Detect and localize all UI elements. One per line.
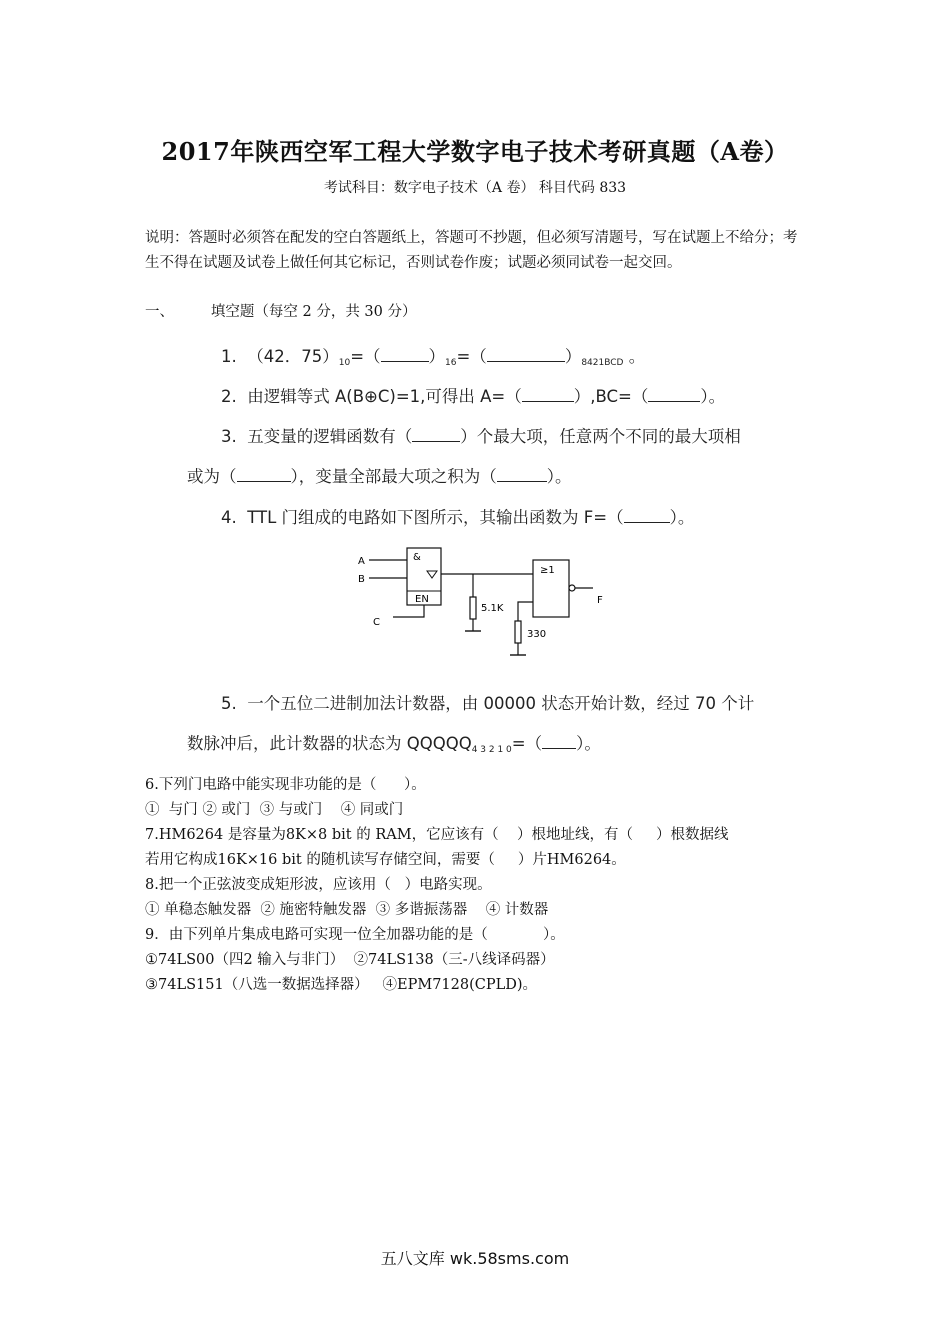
question-number: 1. bbox=[221, 347, 237, 366]
ttl-circuit-diagram bbox=[355, 545, 615, 660]
question-text: 五变量的逻辑函数有（ bbox=[247, 427, 413, 446]
input-a-label: A bbox=[358, 556, 365, 567]
answer-blank bbox=[624, 508, 670, 523]
answer-blank bbox=[381, 347, 429, 362]
subscript: 8421BCD bbox=[581, 358, 624, 368]
question-text: ）。 bbox=[700, 387, 726, 406]
answer-blank bbox=[648, 387, 700, 402]
section-number: 一、 bbox=[145, 304, 174, 320]
input-c-label: C bbox=[373, 617, 380, 628]
fill-question-5-line-1 bbox=[221, 690, 754, 714]
mc-line: ① 单稳态触发器 ② 施密特触发器 ③ 多谐振荡器 ④ 计数器 bbox=[145, 902, 549, 918]
question-text: =（ bbox=[456, 347, 487, 366]
question-number: 3. bbox=[221, 427, 237, 446]
subscript: 4 3 2 1 0 bbox=[471, 745, 512, 755]
mc-line: 7.HM6264 是容量为8K×8 bit 的 RAM，它应该有（ ）根地址线，有（ ）根数据线 bbox=[145, 827, 729, 843]
answer-blank bbox=[542, 734, 576, 749]
fill-question-1 bbox=[221, 343, 645, 368]
question-text: 由逻辑等式 A(B⊕C)=1,可得出 A=（ bbox=[247, 387, 522, 406]
enable-label: EN bbox=[415, 594, 429, 605]
resistor-r1 bbox=[470, 597, 476, 619]
question-number: 2. bbox=[221, 387, 237, 406]
section-heading bbox=[145, 300, 417, 321]
question-text: QQQQ bbox=[419, 734, 472, 753]
or-symbol: ≥1 bbox=[540, 565, 555, 576]
footer-watermark: 五八文库 wk.58sms.com bbox=[380, 1249, 570, 1268]
answer-blank bbox=[497, 467, 547, 482]
input-b-label: B bbox=[358, 574, 365, 585]
question-text: 数脉冲后，此计数器的状态为 Q bbox=[187, 734, 420, 753]
wire bbox=[518, 602, 533, 621]
question-text: ） bbox=[564, 347, 582, 366]
mc-line: 若用它构成16K×16 bit 的随机读写存储空间，需要（ ）片HM6264。 bbox=[145, 852, 626, 868]
wire bbox=[393, 605, 424, 617]
fill-question-4 bbox=[221, 504, 694, 528]
question-number: 5. bbox=[221, 694, 237, 713]
mc-line: 8.把一个正弦波变成矩形波，应该用（ ）电路实现。 bbox=[145, 877, 492, 893]
subscript: 10 bbox=[338, 358, 351, 368]
question-text: ） bbox=[428, 347, 446, 366]
answer-blank bbox=[487, 347, 565, 362]
question-text: ）个最大项，任意两个不同的最大项相 bbox=[460, 427, 741, 446]
mc-line: ③74LS151（八选一数据选择器） ④EPM7128(CPLD)。 bbox=[145, 977, 538, 993]
and-symbol: & bbox=[413, 552, 421, 563]
fill-question-3-line-1 bbox=[221, 423, 741, 447]
question-number: 4. bbox=[221, 508, 237, 527]
question-text: ）,BC=（ bbox=[573, 387, 649, 406]
answer-blank bbox=[237, 467, 291, 482]
inverter-bubble-icon bbox=[569, 585, 575, 591]
section-title: 填空题（每空 2 分，共 30 分） bbox=[210, 304, 417, 320]
r2-label: 330 bbox=[527, 629, 547, 640]
answer-blank bbox=[522, 387, 574, 402]
question-value: （42．75） bbox=[247, 347, 339, 366]
question-text: ）。 bbox=[669, 508, 695, 527]
page-title: 2017年陕西空军工程大学数字电子技术考研真题（A卷） bbox=[161, 137, 789, 166]
question-text: TTL 门组成的电路如下图所示，其输出函数为 F=（ bbox=[247, 508, 624, 527]
mc-line: ①74LS00（四2 输入与非门） ②74LS138（三-八线译码器） bbox=[145, 952, 555, 968]
instructions: 说明：答题时必须答在配发的空白答题纸上，答题可不抄题，但必须写清题号，写在试题上不给分；考生不得在试题及试卷上做任何其它标记，否则试卷作废；试题必须同试卷一起交回。 bbox=[145, 230, 798, 271]
question-text: ）。 bbox=[576, 734, 601, 753]
question-text: ）。 bbox=[546, 467, 572, 486]
output-f-label: F bbox=[597, 595, 603, 606]
answer-blank bbox=[412, 427, 460, 442]
question-text: =（ bbox=[511, 734, 543, 753]
tristate-triangle-icon bbox=[427, 571, 437, 578]
fill-question-5-line-2 bbox=[187, 730, 601, 755]
resistor-r2 bbox=[515, 621, 521, 643]
question-text: 一个五位二进制加法计数器，由 00000 状态开始计数，经过 70 个计 bbox=[247, 694, 755, 713]
mc-line: 6.下列门电路中能实现非功能的是（ ）。 bbox=[145, 777, 426, 793]
question-text: 或为（ bbox=[187, 467, 237, 486]
fill-question-3-line-2 bbox=[187, 463, 572, 487]
question-text: ），变量全部最大项之积为（ bbox=[290, 467, 497, 486]
r1-label: 5.1K bbox=[481, 603, 504, 614]
mc-line: ① 与门 ② 或门 ③ 与或门 ④ 同或门 bbox=[145, 802, 404, 818]
question-text: =（ bbox=[350, 347, 381, 366]
subscript: 16 bbox=[445, 358, 457, 368]
mc-line: 9．由下列单片集成电路可实现一位全加器功能的是（ ）。 bbox=[145, 927, 565, 943]
exam-subtitle: 考试科目：数字电子技术（A 卷） 科目代码 833 bbox=[323, 180, 627, 196]
question-text: 。 bbox=[623, 347, 646, 366]
fill-question-2 bbox=[221, 383, 725, 407]
